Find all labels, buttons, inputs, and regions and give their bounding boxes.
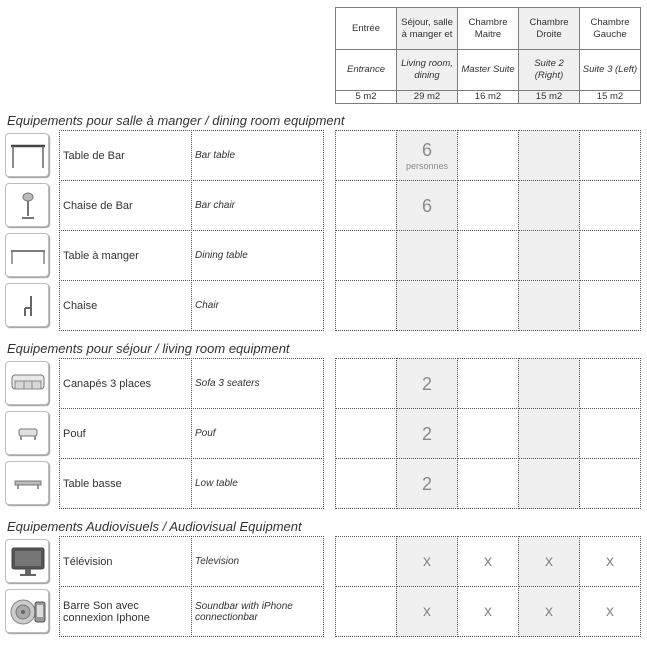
quantity-cell [335, 280, 397, 331]
equipment-name-fr: Barre Son avec connexion Iphone [59, 586, 192, 637]
quantity-cell [396, 358, 458, 409]
quantity-cell [579, 280, 641, 331]
bar-chair-icon [5, 183, 49, 227]
quantity-cell [335, 458, 397, 509]
quantity-cell [335, 358, 397, 409]
quantity-cell [579, 130, 641, 181]
section-title-living: Equipements pour séjour / living room equipment [7, 341, 290, 356]
quantity-cell [518, 358, 580, 409]
header-area-right: 15 m2 [518, 90, 580, 104]
quantity-cell [579, 586, 641, 637]
quantity-cell [579, 358, 641, 409]
dining-table-icon [5, 233, 49, 277]
quantity-value: x [545, 552, 553, 570]
quantity-cell [457, 408, 519, 459]
quantity-cell [518, 230, 580, 281]
quantity-cell [579, 180, 641, 231]
quantity-cell [335, 130, 397, 181]
equipment-name-fr: Télévision [59, 536, 192, 587]
quantity-cell [518, 586, 580, 637]
bar-table-icon [5, 133, 49, 177]
quantity-subtext: personnes [405, 160, 449, 171]
header-en-left: Suite 3 (Left) [579, 49, 641, 91]
quantity-cell [396, 230, 458, 281]
quantity-cell [579, 536, 641, 587]
quantity-cell [457, 536, 519, 587]
quantity-cell [396, 180, 458, 231]
quantity-value: x [484, 602, 492, 620]
quantity-cell [335, 180, 397, 231]
equipment-name-en: Bar table [191, 130, 324, 181]
header-en-master: Master Suite [457, 49, 519, 91]
quantity-cell [579, 408, 641, 459]
quantity-cell [457, 586, 519, 637]
television-icon [5, 539, 49, 583]
quantity-cell [457, 180, 519, 231]
equipment-name-en: Pouf [191, 408, 324, 459]
equipment-name-fr: Chaise de Bar [59, 180, 192, 231]
quantity-cell [396, 280, 458, 331]
quantity-value: 6 [421, 139, 432, 160]
equipment-name-en: Low table [191, 458, 324, 509]
quantity-value: x [606, 552, 614, 570]
equipment-name-fr: Chaise [59, 280, 192, 331]
equipment-name-en: Sofa 3 seaters [191, 358, 324, 409]
quantity-cell [518, 280, 580, 331]
quantity-cell [457, 280, 519, 331]
quantity-cell [518, 458, 580, 509]
quantity-cell [518, 536, 580, 587]
equipment-name-en: Dining table [191, 230, 324, 281]
quantity-cell [579, 458, 641, 509]
quantity-cell [518, 408, 580, 459]
quantity-cell [457, 130, 519, 181]
quantity-value: x [484, 552, 492, 570]
quantity-cell [396, 130, 458, 181]
quantity-cell [396, 458, 458, 509]
section-title-audiovisual: Equipements Audiovisuels / Audiovisual Equipment [7, 519, 302, 534]
header-fr-left: Chambre Gauche [579, 7, 641, 50]
header-fr-living: Séjour, salle à manger et [396, 7, 458, 50]
equipment-name-en: Soundbar with iPhone connectionbar [191, 586, 324, 637]
header-fr-right: Chambre Droite [518, 7, 580, 50]
section-title-dining: Equipements pour salle à manger / dining room equipment [7, 113, 345, 128]
header-area-left: 15 m2 [579, 90, 641, 104]
quantity-cell [335, 536, 397, 587]
chair-icon [5, 283, 49, 327]
equipment-name-fr: Canapés 3 places [59, 358, 192, 409]
quantity-value: 2 [421, 423, 432, 444]
quantity-cell [518, 130, 580, 181]
header-en-living: Living room, dining [396, 49, 458, 91]
quantity-cell [457, 458, 519, 509]
equipment-name-fr: Table basse [59, 458, 192, 509]
equipment-name-fr: Table à manger [59, 230, 192, 281]
header-fr-entrance: Entrée [335, 7, 397, 50]
quantity-cell [457, 230, 519, 281]
quantity-value: x [606, 602, 614, 620]
equipment-name-fr: Pouf [59, 408, 192, 459]
quantity-cell [457, 358, 519, 409]
quantity-cell [579, 230, 641, 281]
header-area-master: 16 m2 [457, 90, 519, 104]
quantity-value: x [545, 602, 553, 620]
quantity-value: x [423, 602, 431, 620]
quantity-cell [396, 536, 458, 587]
equipment-name-en: Chair [191, 280, 324, 331]
soundbar-icon [5, 589, 49, 633]
equipment-name-fr: Table de Bar [59, 130, 192, 181]
quantity-cell [396, 408, 458, 459]
header-area-entrance: 5 m2 [335, 90, 397, 104]
header-en-entrance: Entrance [335, 49, 397, 91]
quantity-value: 6 [421, 195, 432, 216]
low-table-icon [5, 461, 49, 505]
quantity-value: 2 [421, 373, 432, 394]
quantity-cell [396, 586, 458, 637]
header-en-right: Suite 2 (Right) [518, 49, 580, 91]
quantity-cell [335, 586, 397, 637]
quantity-cell [335, 230, 397, 281]
equipment-name-en: Television [191, 536, 324, 587]
quantity-cell [518, 180, 580, 231]
header-area-living: 29 m2 [396, 90, 458, 104]
quantity-value: x [423, 552, 431, 570]
equipment-name-en: Bar chair [191, 180, 324, 231]
pouf-icon [5, 411, 49, 455]
sofa-icon [5, 361, 49, 405]
header-fr-master: Chambre Maitre [457, 7, 519, 50]
quantity-value: 2 [421, 473, 432, 494]
quantity-cell [335, 408, 397, 459]
